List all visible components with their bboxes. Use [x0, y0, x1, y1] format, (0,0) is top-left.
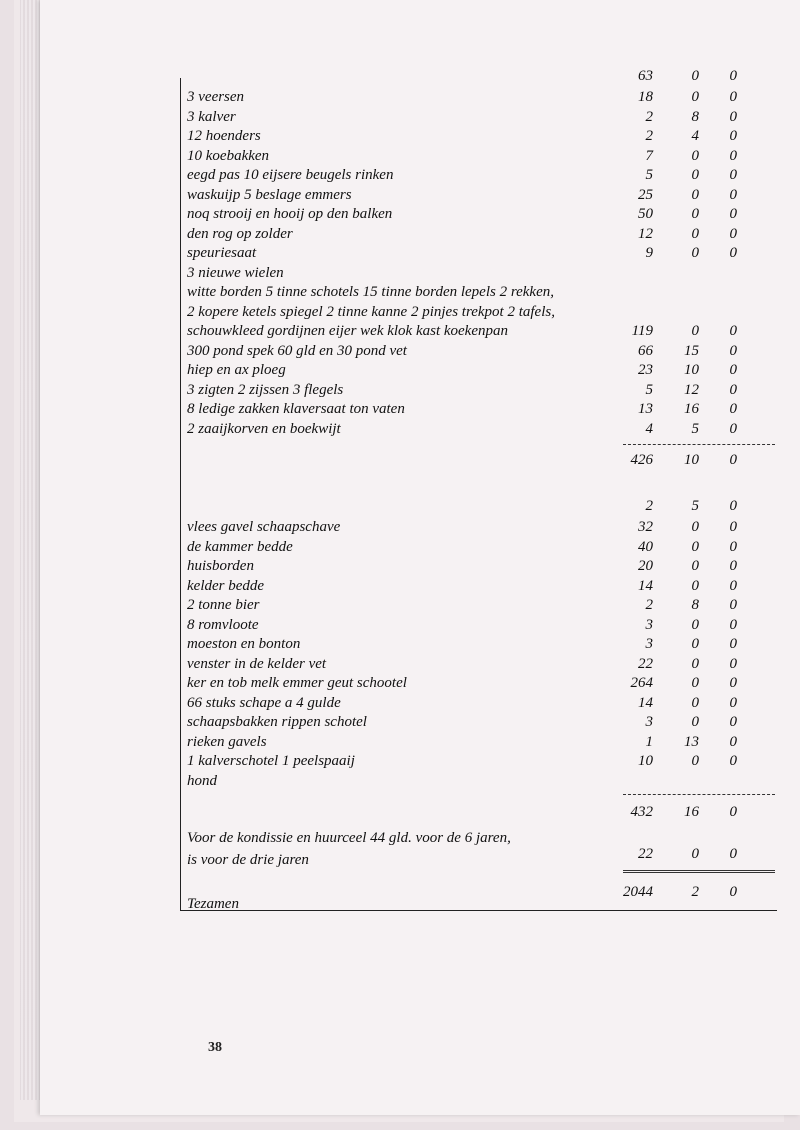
amount-stuivers: 0 — [691, 147, 699, 164]
amount-stuivers: 0 — [691, 89, 699, 105]
item-description: huisborden — [187, 558, 254, 574]
amount-penningen: 0 — [729, 884, 737, 900]
item-description: 8 ledige zakken klaversaat ton vaten — [187, 401, 405, 417]
ledger-row — [181, 617, 777, 637]
amount-guilders: 2 — [645, 498, 653, 514]
amount-penningen: 0 — [729, 362, 737, 378]
amount-guilders: 14 — [638, 577, 653, 594]
amount-guilders: 50 — [638, 206, 653, 222]
ledger-row — [181, 539, 777, 559]
amount-stuivers: 0 — [691, 558, 699, 574]
ledger-row — [181, 323, 777, 343]
item-description: 66 stuks schape a 4 gulde — [187, 694, 341, 711]
amount-stuivers: 10 — [684, 362, 699, 378]
ledger-row — [181, 519, 777, 539]
ledger-row — [181, 128, 777, 148]
amount-guilders: 18 — [638, 89, 653, 105]
amount-stuivers: 13 — [684, 733, 699, 750]
amount-penningen: 0 — [729, 616, 737, 633]
ledger-row — [181, 284, 777, 304]
amount-stuivers: 0 — [691, 323, 699, 339]
item-description: Tezamen — [187, 896, 239, 912]
item-description: kelder bedde — [187, 577, 265, 594]
amount-guilders: 5 — [645, 381, 653, 398]
item-description: 2 tonne bier — [187, 597, 260, 613]
item-description: 300 pond spek 60 gld en 30 pond vet — [187, 342, 407, 359]
amount-stuivers: 0 — [691, 636, 699, 652]
amount-stuivers: 0 — [691, 846, 699, 862]
amount-stuivers: 0 — [691, 694, 699, 711]
item-description: 3 zigten 2 zijssen 3 flegels — [187, 381, 344, 398]
subtotal-rule — [623, 794, 775, 795]
amount-guilders: 25 — [638, 186, 653, 203]
amount-stuivers: 0 — [691, 167, 699, 183]
amount-stuivers: 15 — [684, 342, 699, 359]
double-total-rule — [623, 870, 775, 873]
amount-stuivers: 4 — [691, 128, 699, 144]
ledger-row — [181, 675, 777, 695]
ledger-row — [181, 714, 777, 734]
ledger-row — [181, 753, 777, 773]
amount-stuivers: 0 — [691, 519, 699, 535]
item-description: schaapsbakken rippen schotel — [187, 714, 367, 730]
amount-guilders: 3 — [645, 616, 653, 633]
item-description: 8 romvloote — [187, 616, 259, 633]
ledger-row — [181, 148, 777, 168]
amount-stuivers: 16 — [684, 401, 699, 417]
amount-stuivers: 16 — [684, 804, 699, 820]
amount-penningen: 0 — [729, 128, 737, 144]
amount-stuivers: 8 — [691, 597, 699, 613]
item-description: den rog op zolder — [187, 225, 293, 242]
amount-guilders: 10 — [638, 753, 653, 769]
item-description: rieken gavels — [187, 733, 267, 750]
ledger-row — [181, 852, 777, 872]
amount-guilders: 20 — [638, 558, 653, 574]
amount-stuivers: 8 — [691, 108, 699, 125]
subtotal-rule — [623, 444, 775, 445]
item-description: 1 kalverschotel 1 peelspaaij — [187, 753, 355, 769]
amount-penningen: 0 — [729, 498, 737, 514]
amount-penningen: 0 — [729, 225, 737, 242]
amount-stuivers: 0 — [691, 675, 699, 691]
ledger-row — [181, 304, 777, 324]
amount-stuivers: 0 — [691, 186, 699, 203]
ledger-row — [181, 558, 777, 578]
amount-guilders: 7 — [645, 147, 653, 164]
item-description: de kammer bedde — [187, 538, 293, 555]
item-description: 2 kopere ketels spiegel 2 tinne kanne 2 pinjes trekpot 2 tafels, — [187, 303, 555, 320]
amount-guilders: 40 — [638, 538, 653, 555]
amount-penningen: 0 — [729, 401, 737, 417]
amount-penningen: 0 — [729, 206, 737, 222]
ledger-row — [181, 382, 777, 402]
amount-penningen: 0 — [729, 167, 737, 183]
amount-penningen: 0 — [729, 108, 737, 125]
amount-guilders: 22 — [638, 655, 653, 672]
item-description: 10 koebakken — [187, 147, 270, 164]
ledger-row — [181, 734, 777, 754]
ledger-row — [181, 636, 777, 656]
amount-penningen: 0 — [729, 323, 737, 339]
amount-guilders: 2 — [645, 108, 653, 125]
ledger-row — [181, 452, 777, 472]
ledger-row — [181, 343, 777, 363]
amount-guilders: 9 — [645, 245, 653, 261]
amount-guilders: 264 — [630, 675, 653, 691]
amount-penningen: 0 — [729, 597, 737, 613]
ledger-row — [181, 597, 777, 617]
item-description: 3 kalver — [187, 108, 236, 125]
amount-guilders: 14 — [638, 694, 653, 711]
item-description: vlees gavel schaapschave — [187, 519, 341, 535]
item-description: 12 hoenders — [187, 128, 261, 144]
ledger-row — [181, 265, 777, 285]
item-description: moeston en bonton — [187, 636, 301, 652]
item-description: noq strooij en hooij op den balken — [187, 206, 393, 222]
amount-penningen: 0 — [729, 846, 737, 862]
amount-penningen: 0 — [729, 733, 737, 750]
page-number: 38 — [208, 1040, 222, 1055]
amount-stuivers: 5 — [691, 420, 699, 437]
ledger-row — [181, 187, 777, 207]
item-description: witte borden 5 tinne schotels 15 tinne borden lepels 2 rekken, — [187, 284, 555, 300]
ledger-row — [181, 656, 777, 676]
amount-guilders: 22 — [638, 846, 653, 862]
amount-penningen: 0 — [729, 694, 737, 711]
amount-penningen: 0 — [729, 147, 737, 164]
ledger-row — [181, 421, 777, 441]
amount-guilders: 63 — [638, 68, 653, 84]
amount-guilders: 2 — [645, 128, 653, 144]
item-description: hond — [187, 772, 217, 789]
item-description: 2 zaaijkorven en boekwijt — [187, 420, 341, 437]
ledger-row — [181, 206, 777, 226]
ledger-row — [181, 109, 777, 129]
amount-penningen: 0 — [729, 89, 737, 105]
amount-guilders: 1 — [645, 733, 653, 750]
amount-guilders: 432 — [630, 804, 653, 820]
amount-penningen: 0 — [729, 186, 737, 203]
amount-stuivers: 2 — [691, 884, 699, 900]
amount-penningen: 0 — [729, 420, 737, 437]
amount-stuivers: 0 — [691, 225, 699, 242]
amount-stuivers: 0 — [691, 714, 699, 730]
item-description: eegd pas 10 eijsere beugels rinken — [187, 167, 394, 183]
amount-guilders: 12 — [638, 225, 653, 242]
amount-guilders: 23 — [638, 362, 653, 378]
amount-stuivers: 0 — [691, 68, 699, 84]
amount-stuivers: 0 — [691, 245, 699, 261]
item-description: waskuijp 5 beslage emmers — [187, 186, 352, 203]
amount-guilders: 3 — [645, 714, 653, 730]
amount-penningen: 0 — [729, 381, 737, 398]
amount-guilders: 4 — [645, 420, 653, 437]
amount-stuivers: 0 — [691, 616, 699, 633]
ledger-row — [181, 362, 777, 382]
amount-stuivers: 0 — [691, 206, 699, 222]
amount-guilders: 2044 — [623, 884, 653, 900]
item-description: Voor de kondissie en huurceel 44 gld. voor de 6 jaren, — [187, 830, 511, 846]
amount-penningen: 0 — [729, 753, 737, 769]
ledger-row — [181, 498, 777, 518]
amount-stuivers: 12 — [684, 381, 699, 398]
ledger-row — [181, 896, 777, 916]
item-description: hiep en ax ploeg — [187, 362, 286, 378]
ledger-row — [181, 89, 777, 109]
amount-penningen: 0 — [729, 245, 737, 261]
ledger-row — [181, 167, 777, 187]
ledger-row — [181, 245, 777, 265]
amount-penningen: 0 — [729, 452, 737, 468]
amount-penningen: 0 — [729, 68, 737, 84]
ledger-row — [181, 804, 777, 824]
amount-penningen: 0 — [729, 519, 737, 535]
ledger-row — [181, 578, 777, 598]
amount-guilders: 5 — [645, 167, 653, 183]
amount-penningen: 0 — [729, 675, 737, 691]
item-description: 3 nieuwe wielen — [187, 264, 284, 281]
amount-guilders: 66 — [638, 342, 653, 359]
amount-penningen: 0 — [729, 538, 737, 555]
amount-guilders: 32 — [638, 519, 653, 535]
amount-penningen: 0 — [729, 577, 737, 594]
item-description: speuriesaat — [187, 245, 257, 261]
amount-penningen: 0 — [729, 655, 737, 672]
amount-penningen: 0 — [729, 714, 737, 730]
amount-penningen: 0 — [729, 804, 737, 820]
item-description: ker en tob melk emmer geut schootel — [187, 675, 407, 691]
amount-guilders: 119 — [631, 323, 653, 339]
item-description: venster in de kelder vet — [187, 655, 327, 672]
ledger-row — [181, 68, 777, 88]
ledger-row — [181, 773, 777, 793]
amount-guilders: 2 — [645, 597, 653, 613]
amount-penningen: 0 — [729, 558, 737, 574]
amount-stuivers: 0 — [691, 538, 699, 555]
amount-guilders: 13 — [638, 401, 653, 417]
item-description: is voor de drie jaren — [187, 852, 309, 868]
amount-stuivers: 0 — [691, 655, 699, 672]
item-description: 3 veersen — [187, 89, 245, 105]
inventory-ledger — [180, 68, 777, 912]
ledger-row — [181, 226, 777, 246]
amount-stuivers: 0 — [691, 577, 699, 594]
amount-guilders: 3 — [645, 636, 653, 652]
amount-stuivers: 5 — [691, 498, 699, 514]
amount-penningen: 0 — [729, 636, 737, 652]
amount-penningen: 0 — [729, 342, 737, 359]
amount-stuivers: 0 — [691, 753, 699, 769]
item-description: schouwkleed gordijnen eijer wek klok kast koekenpan — [187, 323, 508, 339]
amount-guilders: 426 — [630, 452, 653, 468]
ledger-row — [181, 401, 777, 421]
ledger-row — [181, 695, 777, 715]
amount-stuivers: 10 — [684, 452, 699, 468]
